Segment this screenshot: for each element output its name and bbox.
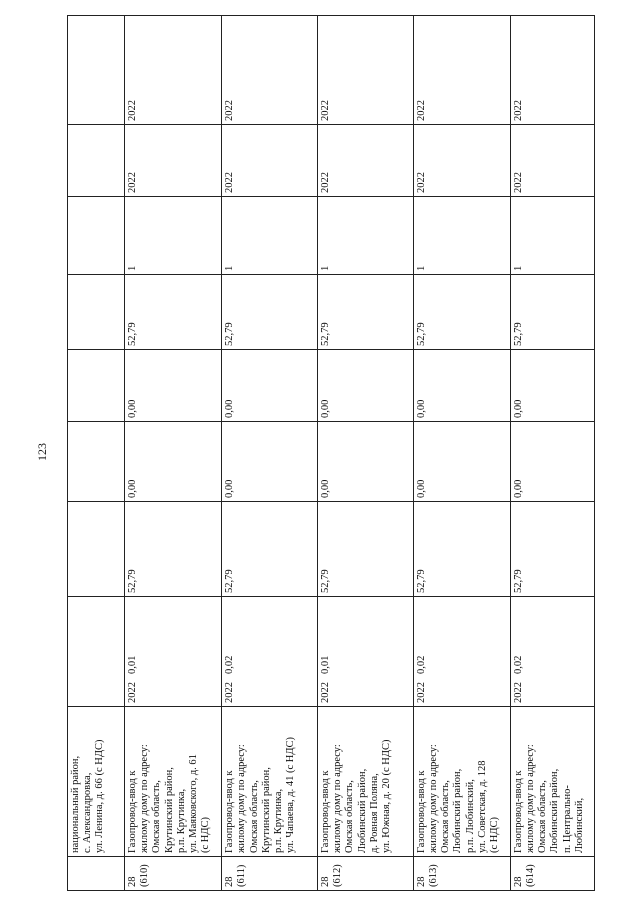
value-cell	[68, 502, 125, 597]
count-cell: 1	[413, 197, 510, 275]
count-cell: 1	[222, 197, 318, 275]
end-year-cell: 2022	[125, 16, 222, 125]
length-value: 0,01	[320, 655, 332, 674]
start-year-cell: 2022	[125, 125, 222, 197]
cost-cell: 52,79	[125, 502, 222, 597]
continuation-row	[68, 16, 125, 891]
value-cell	[68, 16, 125, 125]
year-value: 2022	[320, 682, 332, 703]
rotated-table	[67, 16, 595, 891]
start-year-cell: 2022	[222, 125, 318, 197]
name-cell: национальный район, с. Александровка, ул. Ленина, д. 66 (с НДС)	[68, 707, 125, 857]
length-value: 0,02	[224, 655, 236, 674]
value-cell	[68, 197, 125, 275]
object-name-cell: Газопровод-ввод к жилому дому по адресу: Омская область, Любинский район, п. Центрально- Любинский,	[510, 707, 594, 857]
year-length-cell	[318, 597, 414, 707]
row-id-cell: 28 (610)	[125, 857, 222, 891]
cost-cell: 52,79	[222, 502, 318, 597]
year-length-cell	[222, 597, 318, 707]
object-name-cell: Газопровод-ввод к жилому дому по адресу: Омская область, Любинский район, д. Ровная Поляна, ул. Южная, д. 20 (с НДС)	[318, 707, 414, 857]
year-value: 2022	[415, 682, 427, 703]
cost-cell: 52,79	[222, 275, 318, 350]
year-length-cell	[510, 597, 594, 707]
page-number: 123	[35, 443, 49, 461]
cost-cell: 0,00	[222, 422, 318, 502]
end-year-cell: 2022	[510, 16, 594, 125]
cost-cell: 52,79	[413, 502, 510, 597]
start-year-cell: 2022	[413, 125, 510, 197]
cost-cell: 52,79	[318, 502, 414, 597]
object-name-cell: Газопровод-ввод к жилому дому по адресу: Омская область, Крутинский район, р.п. Крутинка, ул. Чапаева, д. 41 (с НДС)	[222, 707, 318, 857]
cost-cell: 52,79	[125, 275, 222, 350]
end-year-cell: 2022	[222, 16, 318, 125]
table-row	[318, 16, 414, 891]
id-cell	[68, 857, 125, 891]
value-cell	[68, 350, 125, 422]
length-value: 0,02	[512, 655, 524, 674]
year-length-cell	[125, 597, 222, 707]
cost-cell: 0,00	[125, 350, 222, 422]
table-row	[510, 16, 594, 891]
year-value: 2022	[224, 682, 236, 703]
value-cell	[68, 422, 125, 502]
cost-cell: 52,79	[510, 275, 594, 350]
cost-cell: 52,79	[510, 502, 594, 597]
cost-cell: 52,79	[318, 275, 414, 350]
cost-cell: 0,00	[413, 350, 510, 422]
start-year-cell: 2022	[318, 125, 414, 197]
year-value: 2022	[127, 682, 139, 703]
cost-cell: 0,00	[510, 350, 594, 422]
year-length-cell	[413, 597, 510, 707]
cost-cell: 0,00	[318, 350, 414, 422]
row-id-cell: 28 (611)	[222, 857, 318, 891]
start-year-cell: 2022	[510, 125, 594, 197]
cost-cell: 0,00	[510, 422, 594, 502]
table-container	[67, 16, 595, 891]
table-row	[413, 16, 510, 891]
value-cell	[68, 275, 125, 350]
length-value: 0,02	[415, 655, 427, 674]
value-cell	[68, 125, 125, 197]
count-cell: 1	[125, 197, 222, 275]
count-cell: 1	[318, 197, 414, 275]
cost-cell: 0,00	[125, 422, 222, 502]
year-length-cell	[68, 597, 125, 707]
length-value: 0,01	[127, 655, 139, 674]
object-name-cell: Газопровод-ввод к жилому дому по адресу: Омская область, Любинский район, р.п. Любинский, ул. Советская, д. 128 (с НДС)	[413, 707, 510, 857]
count-cell: 1	[510, 197, 594, 275]
row-id-cell: 28 (612)	[318, 857, 414, 891]
row-id-cell: 28 (613)	[413, 857, 510, 891]
cost-cell: 0,00	[222, 350, 318, 422]
cost-cell: 0,00	[413, 422, 510, 502]
cost-cell: 0,00	[318, 422, 414, 502]
cost-cell: 52,79	[413, 275, 510, 350]
end-year-cell: 2022	[318, 16, 414, 125]
table-row	[125, 16, 222, 891]
end-year-cell: 2022	[413, 16, 510, 125]
investment-program-table	[67, 15, 595, 891]
table-row	[222, 16, 318, 891]
year-value: 2022	[512, 682, 524, 703]
object-name-cell: Газопровод-ввод к жилому дому по адресу: Омская область, Крутинский район, р.п. Крутинка, ул. Маяковского, д. 61 (с НДС)	[125, 707, 222, 857]
row-id-cell: 28 (614)	[510, 857, 594, 891]
